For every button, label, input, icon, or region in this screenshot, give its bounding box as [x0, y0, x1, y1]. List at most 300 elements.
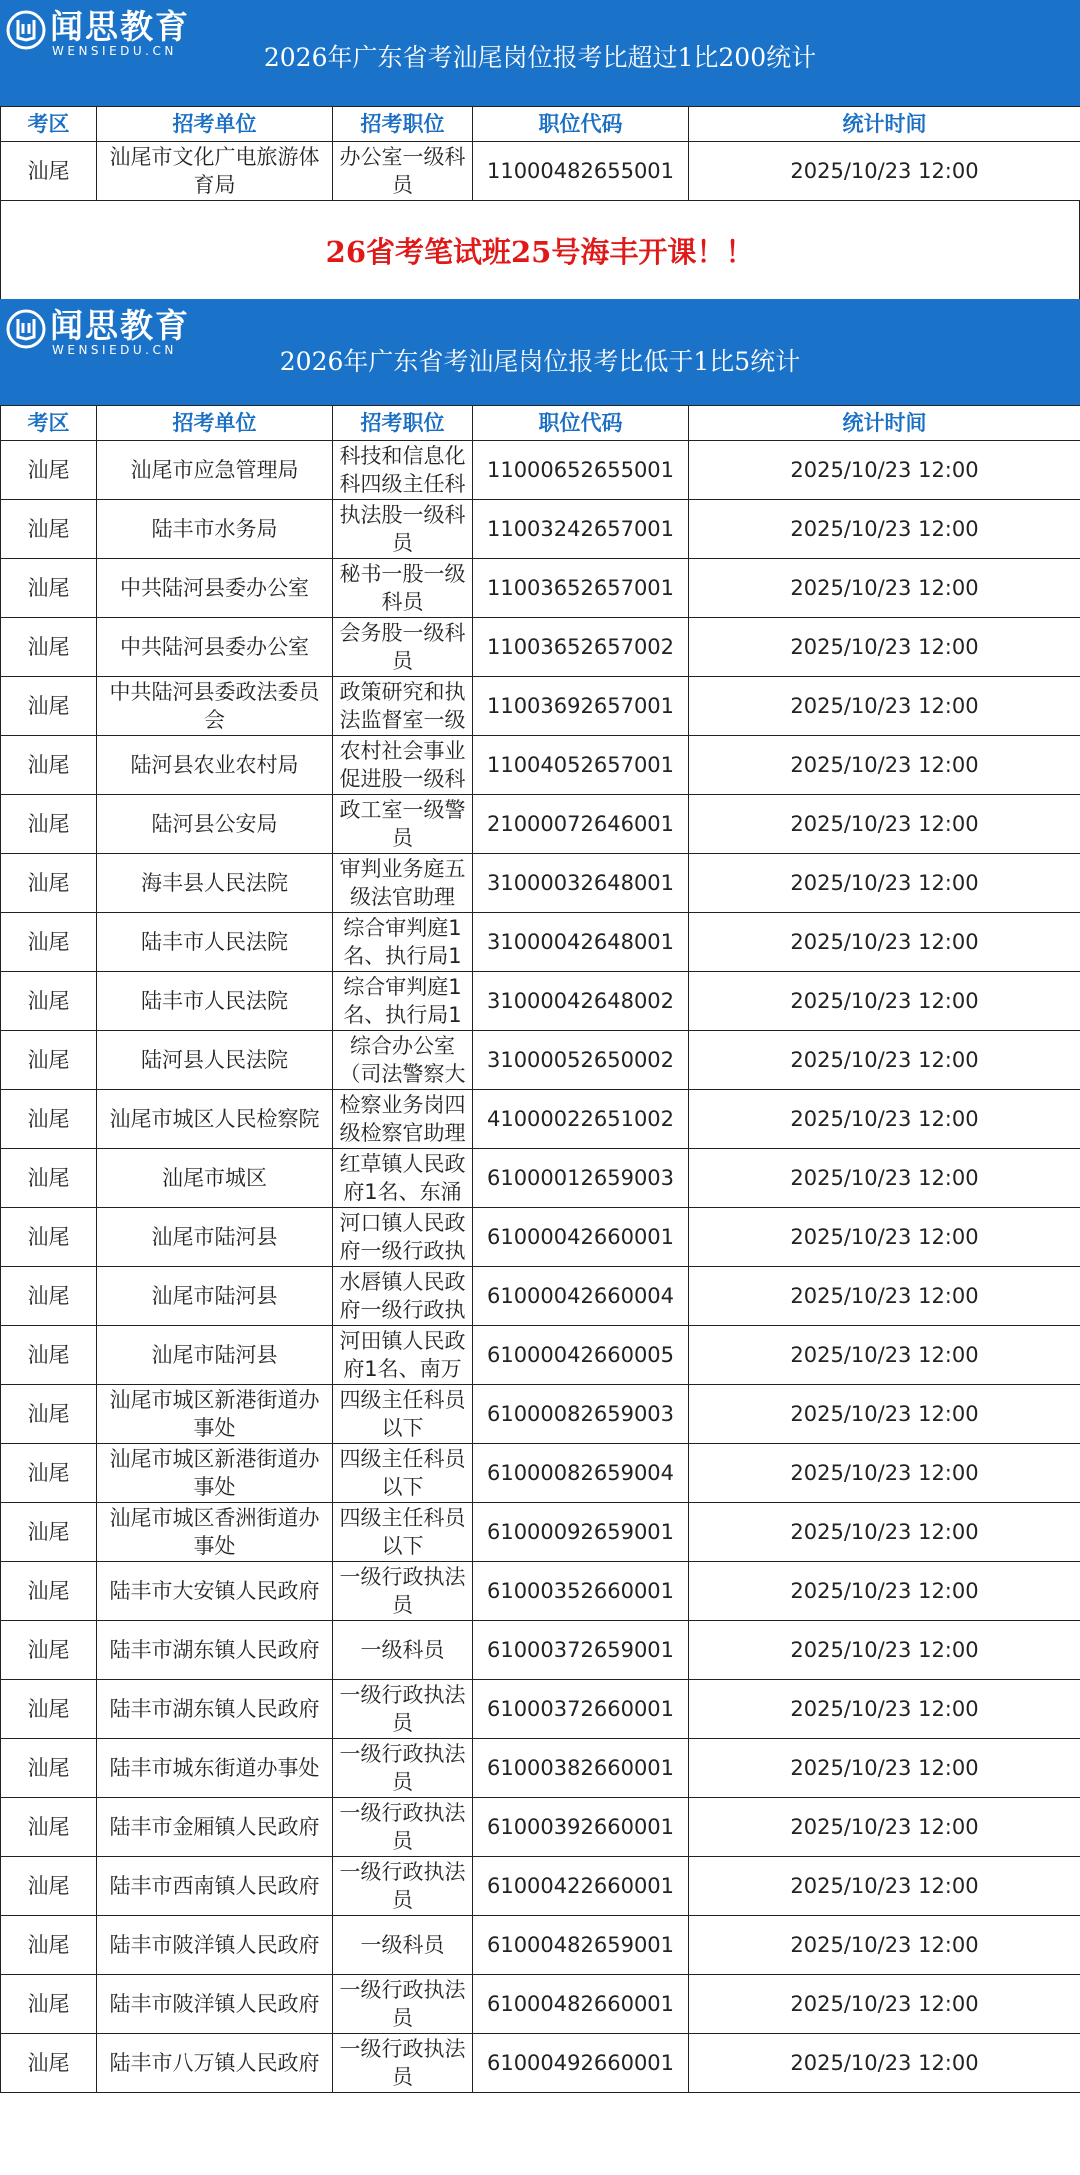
cell-exam-area — [1, 913, 97, 972]
cell-position-code-text: 61000042660004 — [486, 1284, 675, 1308]
cell-stat-time — [689, 972, 1080, 1031]
cell-employer — [97, 1326, 333, 1385]
col-header-exam-area: 考区 — [1, 406, 97, 441]
cell-stat-time — [689, 1444, 1080, 1503]
cell-exam-area — [1, 1975, 97, 2034]
cell-exam-area-text: 汕尾 — [27, 576, 70, 600]
cell-stat-time-text: 2025/10/23 12:00 — [790, 1638, 979, 1662]
cell-employer — [97, 1798, 333, 1857]
cell-position-code — [473, 1385, 689, 1444]
cell-position-text: 秘书一股一级科员 — [339, 562, 466, 614]
cell-position-code-text: 31000042648002 — [486, 989, 675, 1013]
cell-exam-area — [1, 559, 97, 618]
cell-position-text: 四级主任科员以下 — [339, 1506, 466, 1558]
cell-position-text: 红草镇人民政府1名、东涌 — [339, 1152, 466, 1204]
cell-position-code-text: 11003652657001 — [486, 576, 675, 600]
col-header-position: 招考职位 — [333, 107, 473, 142]
table-row — [1, 1798, 1080, 1857]
cell-stat-time — [689, 559, 1080, 618]
cell-position-code — [473, 1267, 689, 1326]
cell-stat-time-text: 2025/10/23 12:00 — [790, 1284, 979, 1308]
cell-employer — [97, 559, 333, 618]
cell-position-code-text: 61000092659001 — [486, 1520, 675, 1544]
col-header-position-code: 职位代码 — [473, 406, 689, 441]
section1-banner — [0, 0, 1080, 106]
cell-stat-time — [689, 1798, 1080, 1857]
cell-exam-area-text: 汕尾 — [27, 1638, 70, 1662]
table-row — [1, 1621, 1080, 1680]
cell-position-code — [473, 1090, 689, 1149]
cell-employer-text: 陆河县农业农村局 — [130, 753, 299, 777]
cell-position-code — [473, 854, 689, 913]
section2-table-body — [1, 441, 1080, 2093]
cell-position-code-text: 61000392660001 — [486, 1815, 675, 1839]
cell-employer-text: 中共陆河县委办公室 — [120, 576, 309, 600]
cell-exam-area-text: 汕尾 — [27, 812, 70, 836]
cell-exam-area-text: 汕尾 — [27, 1520, 70, 1544]
cell-stat-time — [689, 1739, 1080, 1798]
cell-position-text: 一级行政执法员 — [339, 1801, 466, 1853]
cell-employer-text: 陆丰市八万镇人民政府 — [109, 2051, 320, 2075]
table-row — [1, 500, 1080, 559]
cell-employer-text: 陆丰市人民法院 — [141, 989, 288, 1013]
cell-position-text: 一级行政执法员 — [339, 1978, 466, 2030]
cell-position — [333, 1444, 473, 1503]
section2-title: 2026年广东省考汕尾岗位报考比低于1比5统计 — [279, 347, 801, 376]
section2-banner — [0, 299, 1080, 405]
table-row — [1, 618, 1080, 677]
cell-stat-time — [689, 500, 1080, 559]
table-row — [1, 559, 1080, 618]
cell-exam-area-text: 汕尾 — [27, 2051, 70, 2075]
cell-position-text: 河田镇人民政府1名、南万 — [339, 1329, 466, 1381]
cell-position-text: 一级行政执法员 — [339, 1742, 466, 1794]
cell-employer — [97, 677, 333, 736]
brand-name-en: WENSIEDU.CN — [52, 44, 177, 58]
table-row — [1, 1857, 1080, 1916]
cell-stat-time-text: 2025/10/23 12:00 — [790, 753, 979, 777]
table-row — [1, 2034, 1080, 2093]
cell-stat-time-text: 2025/10/23 12:00 — [790, 1874, 979, 1898]
cell-position — [333, 795, 473, 854]
cell-employer — [97, 1503, 333, 1562]
cell-employer — [97, 1975, 333, 2034]
cell-position — [333, 1975, 473, 2034]
cell-position — [333, 500, 473, 559]
cell-stat-time-text: 2025/10/23 12:00 — [790, 1815, 979, 1839]
cell-stat-time — [689, 1916, 1080, 1975]
cell-employer — [97, 795, 333, 854]
cell-position-code-text: 61000372660001 — [486, 1697, 675, 1721]
cell-position-code-text: 31000042648001 — [486, 930, 675, 954]
cell-position — [333, 142, 473, 201]
table-row — [1, 142, 1080, 201]
cell-position-code-text: 61000382660001 — [486, 1756, 675, 1780]
cell-employer-text: 陆丰市湖东镇人民政府 — [109, 1638, 320, 1662]
cell-exam-area-text: 汕尾 — [27, 1461, 70, 1485]
cell-position-code — [473, 1798, 689, 1857]
cell-employer — [97, 1739, 333, 1798]
cell-position-code — [473, 2034, 689, 2093]
cell-employer-text: 汕尾市陆河县 — [151, 1343, 278, 1367]
cell-stat-time — [689, 1503, 1080, 1562]
col-header-stat-time: 统计时间 — [689, 406, 1080, 441]
cell-employer-text: 中共陆河县委政法委员会 — [109, 680, 320, 732]
table-row — [1, 1385, 1080, 1444]
cell-position-code — [473, 559, 689, 618]
cell-position-code — [473, 736, 689, 795]
cell-position-text: 一级行政执法员 — [339, 1860, 466, 1912]
cell-stat-time — [689, 1090, 1080, 1149]
cell-exam-area — [1, 1680, 97, 1739]
table-row — [1, 1916, 1080, 1975]
cell-position — [333, 2034, 473, 2093]
cell-position-code — [473, 1739, 689, 1798]
cell-position-code-text: 11000652655001 — [486, 458, 675, 482]
cell-position-code — [473, 1444, 689, 1503]
cell-employer — [97, 1680, 333, 1739]
cell-position-code — [473, 1680, 689, 1739]
table-row — [1, 854, 1080, 913]
cell-exam-area — [1, 1149, 97, 1208]
cell-employer-text: 陆丰市陂洋镇人民政府 — [109, 1992, 320, 2016]
cell-position-text: 办公室一级科员 — [339, 145, 466, 197]
cell-employer-text: 汕尾市应急管理局 — [130, 458, 299, 482]
cell-exam-area — [1, 1090, 97, 1149]
col-header-exam-area: 考区 — [1, 107, 97, 142]
cell-employer-text: 陆丰市大安镇人民政府 — [109, 1579, 320, 1603]
cell-employer-text: 汕尾市城区新港街道办事处 — [109, 1447, 320, 1499]
cell-stat-time — [689, 1680, 1080, 1739]
cell-position-code — [473, 1916, 689, 1975]
cell-position-text: 河口镇人民政府一级行政执 — [339, 1211, 466, 1263]
cell-employer-text: 中共陆河县委办公室 — [120, 635, 309, 659]
table-row — [1, 677, 1080, 736]
cell-employer — [97, 1090, 333, 1149]
cell-exam-area — [1, 677, 97, 736]
cell-position-code-text: 31000032648001 — [486, 871, 675, 895]
cell-stat-time — [689, 1385, 1080, 1444]
cell-stat-time — [689, 1031, 1080, 1090]
cell-position-text: 四级主任科员以下 — [339, 1447, 466, 1499]
cell-stat-time — [689, 1208, 1080, 1267]
cell-exam-area — [1, 1562, 97, 1621]
cell-exam-area — [1, 1385, 97, 1444]
cell-exam-area — [1, 142, 97, 201]
cell-employer — [97, 618, 333, 677]
table-row — [1, 441, 1080, 500]
cell-stat-time — [689, 736, 1080, 795]
cell-stat-time — [689, 1621, 1080, 1680]
cell-employer — [97, 736, 333, 795]
cell-employer — [97, 2034, 333, 2093]
cell-stat-time-text: 2025/10/23 12:00 — [790, 1520, 979, 1544]
cell-position — [333, 1680, 473, 1739]
cell-position — [333, 441, 473, 500]
cell-stat-time-text: 2025/10/23 12:00 — [790, 1343, 979, 1367]
cell-employer — [97, 1208, 333, 1267]
cell-position-code — [473, 1562, 689, 1621]
cell-exam-area-text: 汕尾 — [27, 989, 70, 1013]
cell-stat-time-text: 2025/10/23 12:00 — [790, 159, 979, 183]
cell-employer-text: 陆河县人民法院 — [141, 1048, 288, 1072]
cell-stat-time — [689, 854, 1080, 913]
cell-exam-area — [1, 1916, 97, 1975]
table-row — [1, 1208, 1080, 1267]
cell-employer — [97, 1562, 333, 1621]
cell-employer-text: 汕尾市城区 — [162, 1166, 267, 1190]
cell-employer — [97, 1031, 333, 1090]
cell-employer-text: 陆丰市人民法院 — [141, 930, 288, 954]
cell-exam-area-text: 汕尾 — [27, 1815, 70, 1839]
table-row — [1, 1090, 1080, 1149]
cell-position-code-text: 11000482655001 — [486, 159, 675, 183]
cell-employer — [97, 441, 333, 500]
table-row — [1, 972, 1080, 1031]
cell-employer-text: 陆丰市水务局 — [151, 517, 278, 541]
cell-position — [333, 736, 473, 795]
cell-stat-time-text: 2025/10/23 12:00 — [790, 1697, 979, 1721]
table-row — [1, 1680, 1080, 1739]
cell-position-text: 一级科员 — [360, 1933, 445, 1957]
table-row — [1, 913, 1080, 972]
cell-employer-text: 陆丰市城东街道办事处 — [109, 1756, 320, 1780]
cell-position-text: 一级行政执法员 — [339, 1565, 466, 1617]
cell-position-code-text: 31000052650002 — [486, 1048, 675, 1072]
cell-stat-time — [689, 142, 1080, 201]
cell-employer — [97, 1621, 333, 1680]
cell-stat-time-text: 2025/10/23 12:00 — [790, 1933, 979, 1957]
cell-position — [333, 1149, 473, 1208]
cell-exam-area-text: 汕尾 — [27, 930, 70, 954]
cell-position — [333, 1267, 473, 1326]
cell-exam-area — [1, 1208, 97, 1267]
cell-position — [333, 1798, 473, 1857]
cell-stat-time — [689, 1149, 1080, 1208]
cell-exam-area-text: 汕尾 — [27, 1343, 70, 1367]
cell-stat-time-text: 2025/10/23 12:00 — [790, 576, 979, 600]
cell-position — [333, 1208, 473, 1267]
cell-position — [333, 1090, 473, 1149]
cell-stat-time-text: 2025/10/23 12:00 — [790, 930, 979, 954]
cell-position — [333, 1916, 473, 1975]
cell-position-code-text: 61000372659001 — [486, 1638, 675, 1662]
cell-position-text: 综合审判庭1名、执行局1 — [343, 916, 462, 968]
cell-exam-area-text: 汕尾 — [27, 753, 70, 777]
cell-stat-time-text: 2025/10/23 12:00 — [790, 694, 979, 718]
table-row — [1, 1562, 1080, 1621]
cell-stat-time-text: 2025/10/23 12:00 — [790, 1107, 979, 1131]
cell-stat-time-text: 2025/10/23 12:00 — [790, 1756, 979, 1780]
cell-stat-time — [689, 1267, 1080, 1326]
cell-stat-time-text: 2025/10/23 12:00 — [790, 1166, 979, 1190]
section2-table — [0, 405, 1080, 2093]
cell-exam-area-text: 汕尾 — [27, 1166, 70, 1190]
cell-stat-time-text: 2025/10/23 12:00 — [790, 989, 979, 1013]
cell-exam-area — [1, 1798, 97, 1857]
cell-employer — [97, 854, 333, 913]
cell-position-code-text: 61000492660001 — [486, 2051, 675, 2075]
cell-position — [333, 913, 473, 972]
cell-employer — [97, 1444, 333, 1503]
cell-position-text: 科技和信息化科四级主任科 — [339, 444, 466, 496]
cell-stat-time — [689, 1562, 1080, 1621]
cell-exam-area — [1, 2034, 97, 2093]
cell-position-text: 四级主任科员以下 — [339, 1388, 466, 1440]
cell-employer-text: 海丰县人民法院 — [141, 871, 288, 895]
cell-position-text: 水唇镇人民政府一级行政执 — [339, 1270, 466, 1322]
cell-position-code — [473, 441, 689, 500]
cell-exam-area — [1, 618, 97, 677]
cell-exam-area — [1, 1621, 97, 1680]
cell-position — [333, 972, 473, 1031]
cell-stat-time-text: 2025/10/23 12:00 — [790, 517, 979, 541]
cell-position-code-text: 11003242657001 — [486, 517, 675, 541]
cell-position — [333, 1621, 473, 1680]
cell-position-code-text: 41000022651002 — [486, 1107, 675, 1131]
cell-employer-text: 汕尾市陆河县 — [151, 1284, 278, 1308]
cell-position-code-text: 61000352660001 — [486, 1579, 675, 1603]
cell-position — [333, 1031, 473, 1090]
cell-position-code-text: 61000422660001 — [486, 1874, 675, 1898]
section1-title: 2026年广东省考汕尾岗位报考比超过1比200统计 — [263, 43, 817, 72]
cell-employer — [97, 500, 333, 559]
cell-position-text: 政工室一级警员 — [339, 798, 466, 850]
cell-employer — [97, 1267, 333, 1326]
cell-position-code-text: 61000082659004 — [486, 1461, 675, 1485]
cell-position-code-text: 11003692657001 — [486, 694, 675, 718]
cell-stat-time — [689, 677, 1080, 736]
cell-exam-area — [1, 795, 97, 854]
cell-position — [333, 1857, 473, 1916]
cell-position-code-text: 11003652657002 — [486, 635, 675, 659]
cell-employer-text: 汕尾市城区新港街道办事处 — [109, 1388, 320, 1440]
cell-position-text: 一级科员 — [360, 1638, 445, 1662]
section1-table — [0, 106, 1080, 201]
cell-stat-time-text: 2025/10/23 12:00 — [790, 1048, 979, 1072]
cell-stat-time-text: 2025/10/23 12:00 — [790, 2051, 979, 2075]
table-row — [1, 736, 1080, 795]
table-row — [1, 1444, 1080, 1503]
brand-name-cn: 闻思教育 — [50, 306, 190, 345]
cell-position-code-text: 61000042660001 — [486, 1225, 675, 1249]
cell-stat-time-text: 2025/10/23 12:00 — [790, 1402, 979, 1426]
cell-position-code — [473, 1621, 689, 1680]
col-header-employer: 招考单位 — [97, 107, 333, 142]
cell-employer — [97, 913, 333, 972]
cell-position — [333, 1503, 473, 1562]
cell-exam-area-text: 汕尾 — [27, 1933, 70, 1957]
cell-stat-time-text: 2025/10/23 12:00 — [790, 812, 979, 836]
cell-position-text: 执法股一级科员 — [339, 503, 466, 555]
table-row — [1, 1149, 1080, 1208]
cell-stat-time — [689, 2034, 1080, 2093]
cell-stat-time-text: 2025/10/23 12:00 — [790, 635, 979, 659]
cell-position — [333, 618, 473, 677]
cell-exam-area-text: 汕尾 — [27, 458, 70, 482]
cell-exam-area — [1, 500, 97, 559]
cell-position-code — [473, 677, 689, 736]
cell-stat-time-text: 2025/10/23 12:00 — [790, 1579, 979, 1603]
cell-employer — [97, 1385, 333, 1444]
cell-position-text: 一级行政执法员 — [339, 1683, 466, 1735]
cell-exam-area — [1, 1503, 97, 1562]
promo-text: 26省考笔试班25号海丰开课！！ — [325, 234, 755, 269]
cell-employer-text: 陆丰市湖东镇人民政府 — [109, 1697, 320, 1721]
table-row — [1, 1267, 1080, 1326]
cell-position-code — [473, 1503, 689, 1562]
cell-exam-area — [1, 441, 97, 500]
cell-position-code — [473, 1208, 689, 1267]
brand-name-en: WENSIEDU.CN — [52, 343, 177, 357]
cell-employer-text: 汕尾市城区香洲街道办事处 — [109, 1506, 320, 1558]
cell-employer-text: 陆丰市西南镇人民政府 — [109, 1874, 320, 1898]
brand-name-cn: 闻思教育 — [50, 7, 190, 46]
cell-exam-area — [1, 1857, 97, 1916]
cell-exam-area-text: 汕尾 — [27, 517, 70, 541]
cell-exam-area-text: 汕尾 — [27, 1992, 70, 2016]
cell-stat-time-text: 2025/10/23 12:00 — [790, 458, 979, 482]
cell-position-code-text: 61000012659003 — [486, 1166, 675, 1190]
cell-position-text: 综合办公室（司法警察大 — [339, 1034, 466, 1086]
cell-position-text: 一级行政执法员 — [339, 2037, 466, 2089]
cell-position-code — [473, 1975, 689, 2034]
cell-exam-area — [1, 1031, 97, 1090]
cell-position-code-text: 21000072646001 — [486, 812, 675, 836]
cell-position — [333, 1562, 473, 1621]
cell-stat-time-text: 2025/10/23 12:00 — [790, 1461, 979, 1485]
cell-position-code-text: 61000482660001 — [486, 1992, 675, 2016]
cell-position — [333, 1326, 473, 1385]
cell-stat-time — [689, 1975, 1080, 2034]
table-row — [1, 1031, 1080, 1090]
cell-exam-area-text: 汕尾 — [27, 1107, 70, 1131]
cell-employer-text: 陆丰市金厢镇人民政府 — [109, 1815, 320, 1839]
cell-exam-area — [1, 1267, 97, 1326]
cell-position-code — [473, 795, 689, 854]
cell-position-code — [473, 1149, 689, 1208]
cell-position-text: 农村社会事业促进股一级科 — [339, 739, 466, 791]
cell-stat-time — [689, 618, 1080, 677]
cell-exam-area — [1, 1739, 97, 1798]
table-row — [1, 1975, 1080, 2034]
cell-stat-time-text: 2025/10/23 12:00 — [790, 1225, 979, 1249]
cell-employer — [97, 1857, 333, 1916]
cell-employer — [97, 972, 333, 1031]
cell-position-text: 会务股一级科员 — [339, 621, 466, 673]
cell-position-code-text: 61000082659003 — [486, 1402, 675, 1426]
cell-position-code — [473, 972, 689, 1031]
cell-position-code — [473, 142, 689, 201]
col-header-stat-time: 统计时间 — [689, 107, 1080, 142]
cell-position-code — [473, 913, 689, 972]
cell-exam-area-text: 汕尾 — [27, 159, 70, 183]
cell-position-code — [473, 1326, 689, 1385]
cell-employer-text: 汕尾市文化广电旅游体育局 — [109, 145, 320, 197]
cell-position — [333, 677, 473, 736]
cell-stat-time — [689, 1857, 1080, 1916]
cell-position — [333, 854, 473, 913]
cell-position-text: 政策研究和执法监督室一级 — [339, 680, 466, 732]
cell-stat-time — [689, 913, 1080, 972]
table-row — [1, 1326, 1080, 1385]
cell-exam-area-text: 汕尾 — [27, 1697, 70, 1721]
cell-stat-time-text: 2025/10/23 12:00 — [790, 1992, 979, 2016]
cell-exam-area — [1, 1444, 97, 1503]
cell-position-code — [473, 618, 689, 677]
cell-position-code-text: 11004052657001 — [486, 753, 675, 777]
cell-employer — [97, 142, 333, 201]
